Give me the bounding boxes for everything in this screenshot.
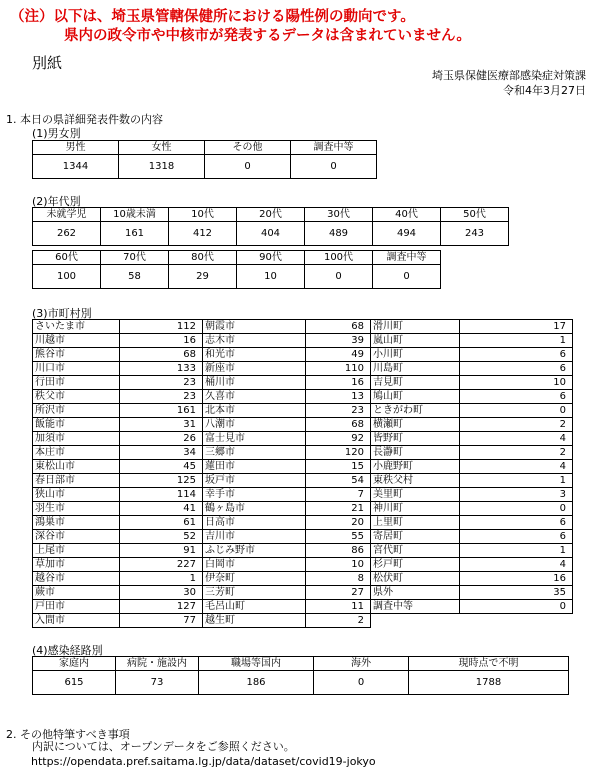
table-cell: 73 xyxy=(116,671,199,695)
municipality-count: 68 xyxy=(306,418,371,432)
table-header-row xyxy=(33,208,509,222)
municipality-count: 41 xyxy=(120,502,203,516)
municipality-count: 17 xyxy=(460,320,573,334)
municipality-name: ふじみ野市 xyxy=(203,544,306,558)
municipality-count: 68 xyxy=(120,348,203,362)
section-1-title: 1. 本日の県詳細発表件数の内容 xyxy=(6,113,163,126)
issue-date: 令和4年3月27日 xyxy=(503,84,586,97)
column-header: 職場等国内 xyxy=(199,657,314,671)
municipality-count: 4 xyxy=(460,460,573,474)
municipality-name: 鳩山町 xyxy=(371,390,460,404)
notice-line-1: （注）以下は、埼玉県管轄保健所における陽性例の動向です。 xyxy=(10,9,415,25)
municipality-count: 1 xyxy=(460,334,573,348)
municipality-name: 行田市 xyxy=(33,376,120,390)
age-section-title: (2)年代別 xyxy=(32,195,81,208)
municipality-name: 滑川町 xyxy=(371,320,460,334)
municipality-name: 本庄市 xyxy=(33,446,120,460)
municipality-count: 11 xyxy=(306,600,371,614)
municipality-count: 91 xyxy=(120,544,203,558)
open-data-link[interactable]: https://opendata.pref.saitama.lg.jp/data/dataset/covid19-jokyo xyxy=(31,755,376,768)
municipality-name: 横瀬町 xyxy=(371,418,460,432)
municipality-count: 26 xyxy=(120,432,203,446)
municipality-name: 毛呂山町 xyxy=(203,600,306,614)
municipality-count: 23 xyxy=(120,390,203,404)
table-row xyxy=(33,530,573,544)
municipality-name: 越生町 xyxy=(203,614,306,628)
table-row xyxy=(33,572,573,586)
municipality-count: 114 xyxy=(120,488,203,502)
municipality-name: 桶川市 xyxy=(203,376,306,390)
gender-section-title: (1)男女別 xyxy=(32,127,81,140)
municipality-name: 狭山市 xyxy=(33,488,120,502)
table-row xyxy=(33,222,509,246)
table-row xyxy=(33,558,573,572)
municipality-name: 加須市 xyxy=(33,432,120,446)
municipality-count: 4 xyxy=(460,432,573,446)
table-row xyxy=(33,460,573,474)
municipality-name: 朝霞市 xyxy=(203,320,306,334)
municipality-count: 3 xyxy=(460,488,573,502)
municipality-name: 和光市 xyxy=(203,348,306,362)
municipality-count: 54 xyxy=(306,474,371,488)
column-header: 30代 xyxy=(305,208,373,222)
municipality-name: 越谷市 xyxy=(33,572,120,586)
municipality-count: 8 xyxy=(306,572,371,586)
municipality-name: 坂戸市 xyxy=(203,474,306,488)
municipality-count: 16 xyxy=(306,376,371,390)
department-name: 埼玉県保健医療部感染症対策課 xyxy=(432,69,586,82)
municipality-count: 68 xyxy=(306,320,371,334)
municipality-name: 鶴ヶ島市 xyxy=(203,502,306,516)
municipality-name: 松伏町 xyxy=(371,572,460,586)
municipality-name: さいたま市 xyxy=(33,320,120,334)
table-cell: 100 xyxy=(33,265,101,289)
notice-line-2: 県内の政令市や中核市が発表するデータは含まれていません。 xyxy=(64,28,471,44)
municipality-count: 16 xyxy=(120,334,203,348)
municipality-name: 春日部市 xyxy=(33,474,120,488)
table-row xyxy=(33,600,573,614)
municipality-name: 戸田市 xyxy=(33,600,120,614)
municipality-name: 秩父市 xyxy=(33,390,120,404)
column-header: 海外 xyxy=(314,657,409,671)
table-cell: 0 xyxy=(373,265,441,289)
column-header: 病院・施設内 xyxy=(116,657,199,671)
table-row xyxy=(33,488,573,502)
column-header: 男性 xyxy=(33,141,119,155)
municipality-name: 蓮田市 xyxy=(203,460,306,474)
municipality-count: 61 xyxy=(120,516,203,530)
municipality-name: 志木市 xyxy=(203,334,306,348)
municipality-count: 161 xyxy=(120,404,203,418)
age-table-row-2 xyxy=(32,250,441,289)
attachment-label: 別紙 xyxy=(32,54,63,72)
table-cell: 494 xyxy=(373,222,441,246)
municipality-name: 上尾市 xyxy=(33,544,120,558)
table-cell: 615 xyxy=(33,671,116,695)
municipality-count: 227 xyxy=(120,558,203,572)
municipality-count: 2 xyxy=(306,614,371,628)
municipality-name: 蕨市 xyxy=(33,586,120,600)
gender-table xyxy=(32,140,377,179)
section-2-note: 内訳については、オープンデータをご参照ください。 xyxy=(32,740,295,753)
municipality-name: 川島町 xyxy=(371,362,460,376)
table-row xyxy=(33,348,573,362)
table-cell: 29 xyxy=(169,265,237,289)
section-2-title: 2. その他特筆すべき事項 xyxy=(6,728,130,741)
municipality-name: 寄居町 xyxy=(371,530,460,544)
municipality-name: 杉戸町 xyxy=(371,558,460,572)
table-row xyxy=(33,320,573,334)
municipality-name: 富士見市 xyxy=(203,432,306,446)
municipality-count: 13 xyxy=(306,390,371,404)
notice-banner xyxy=(10,8,595,46)
municipality-name: 嵐山町 xyxy=(371,334,460,348)
municipality-count: 6 xyxy=(460,516,573,530)
municipality-count: 0 xyxy=(460,404,573,418)
municipality-name: 羽生市 xyxy=(33,502,120,516)
municipality-name: 深谷市 xyxy=(33,530,120,544)
municipality-count: 133 xyxy=(120,362,203,376)
municipality-count: 1 xyxy=(460,544,573,558)
column-header: 100代 xyxy=(305,251,373,265)
column-header: 未就学児 xyxy=(33,208,101,222)
municipality-name: 小川町 xyxy=(371,348,460,362)
table-cell: 404 xyxy=(237,222,305,246)
municipality-name: 所沢市 xyxy=(33,404,120,418)
municipality-name: 宮代町 xyxy=(371,544,460,558)
municipality-count: 0 xyxy=(460,502,573,516)
municipality-name: 三芳町 xyxy=(203,586,306,600)
column-header: 80代 xyxy=(169,251,237,265)
municipality-name: ときがわ町 xyxy=(371,404,460,418)
table-cell: 1344 xyxy=(33,155,119,179)
municipality-count: 23 xyxy=(306,404,371,418)
municipality-name: 日高市 xyxy=(203,516,306,530)
table-row xyxy=(33,502,573,516)
municipality-name: 新座市 xyxy=(203,362,306,376)
table-row xyxy=(33,432,573,446)
municipality-count: 7 xyxy=(306,488,371,502)
table-row xyxy=(33,376,573,390)
table-row xyxy=(33,362,573,376)
municipality-count: 1 xyxy=(460,474,573,488)
table-cell: 186 xyxy=(199,671,314,695)
municipality-count: 39 xyxy=(306,334,371,348)
municipality-count: 77 xyxy=(120,614,203,628)
municipality-name: 東松山市 xyxy=(33,460,120,474)
column-header: 50代 xyxy=(441,208,509,222)
table-row xyxy=(33,586,573,600)
municipality-name: 北本市 xyxy=(203,404,306,418)
column-header: 10代 xyxy=(169,208,237,222)
municipality-count: 120 xyxy=(306,446,371,460)
column-header: 20代 xyxy=(237,208,305,222)
municipality-count: 21 xyxy=(306,502,371,516)
table-row xyxy=(33,418,573,432)
column-header: 調査中等 xyxy=(291,141,377,155)
municipality-count: 10 xyxy=(306,558,371,572)
municipality-count: 2 xyxy=(460,418,573,432)
municipality-name: 草加市 xyxy=(33,558,120,572)
table-cell: 0 xyxy=(291,155,377,179)
municipality-count: 55 xyxy=(306,530,371,544)
route-table xyxy=(32,656,569,695)
table-row xyxy=(33,390,573,404)
column-header: 10歳未満 xyxy=(101,208,169,222)
municipality-count: 49 xyxy=(306,348,371,362)
municipality-count: 125 xyxy=(120,474,203,488)
municipality-name: 調査中等 xyxy=(371,600,460,614)
column-header: 40代 xyxy=(373,208,441,222)
table-cell: 10 xyxy=(237,265,305,289)
table-cell: 489 xyxy=(305,222,373,246)
route-section-title: (4)感染経路別 xyxy=(32,644,103,657)
municipality-name: 吉見町 xyxy=(371,376,460,390)
table-header-row xyxy=(33,657,569,671)
municipality-count: 27 xyxy=(306,586,371,600)
column-header: 女性 xyxy=(119,141,205,155)
municipality-name: 鴻巣市 xyxy=(33,516,120,530)
municipality-name: 神川町 xyxy=(371,502,460,516)
municipality-name: 美里町 xyxy=(371,488,460,502)
municipality-name: 県外 xyxy=(371,586,460,600)
column-header: 90代 xyxy=(237,251,305,265)
municipality-name: 長瀞町 xyxy=(371,446,460,460)
municipality-name: 川口市 xyxy=(33,362,120,376)
municipality-name: 川越市 xyxy=(33,334,120,348)
municipality-name: 伊奈町 xyxy=(203,572,306,586)
table-cell: 243 xyxy=(441,222,509,246)
municipality-name: 幸手市 xyxy=(203,488,306,502)
table-row xyxy=(33,614,573,628)
municipality-name: 入間市 xyxy=(33,614,120,628)
municipality-count: 6 xyxy=(460,390,573,404)
municipality-name: 吉川市 xyxy=(203,530,306,544)
table-cell: 0 xyxy=(205,155,291,179)
municipality-count: 20 xyxy=(306,516,371,530)
column-header: 60代 xyxy=(33,251,101,265)
municipality-table xyxy=(32,319,573,628)
table-row xyxy=(33,516,573,530)
table-header-row xyxy=(33,251,441,265)
table-row xyxy=(33,544,573,558)
municipality-name: 久喜市 xyxy=(203,390,306,404)
municipality-name: 熊谷市 xyxy=(33,348,120,362)
column-header: 70代 xyxy=(101,251,169,265)
municipality-name: 皆野町 xyxy=(371,432,460,446)
table-row xyxy=(33,265,441,289)
table-cell: 412 xyxy=(169,222,237,246)
municipality-count: 0 xyxy=(460,600,573,614)
municipality-count: 4 xyxy=(460,558,573,572)
table-cell: 58 xyxy=(101,265,169,289)
municipality-name: 飯能市 xyxy=(33,418,120,432)
table-row xyxy=(33,671,569,695)
table-cell: 161 xyxy=(101,222,169,246)
municipality-count: 31 xyxy=(120,418,203,432)
municipality-count: 35 xyxy=(460,586,573,600)
municipality-count: 30 xyxy=(120,586,203,600)
municipality-count: 10 xyxy=(460,376,573,390)
municipality-count: 110 xyxy=(306,362,371,376)
municipality-count: 92 xyxy=(306,432,371,446)
municipality-count: 1 xyxy=(120,572,203,586)
table-row xyxy=(33,155,377,179)
column-header: 現時点で不明 xyxy=(409,657,569,671)
municipality-count: 86 xyxy=(306,544,371,558)
municipality-name: 小鹿野町 xyxy=(371,460,460,474)
municipality-count: 112 xyxy=(120,320,203,334)
municipality-count: 16 xyxy=(460,572,573,586)
municipality-name: 上里町 xyxy=(371,516,460,530)
table-cell: 0 xyxy=(305,265,373,289)
municipality-count: 45 xyxy=(120,460,203,474)
municipality-name: 白岡市 xyxy=(203,558,306,572)
table-cell: 0 xyxy=(314,671,409,695)
municipality-count: 2 xyxy=(460,446,573,460)
column-header: 調査中等 xyxy=(373,251,441,265)
municipality-count: 6 xyxy=(460,348,573,362)
municipality-name: 東秩父村 xyxy=(371,474,460,488)
table-cell: 262 xyxy=(33,222,101,246)
municipality-count: 6 xyxy=(460,530,573,544)
municipality-count: 6 xyxy=(460,362,573,376)
municipality-count: 34 xyxy=(120,446,203,460)
municipality-count: 52 xyxy=(120,530,203,544)
column-header: 家庭内 xyxy=(33,657,116,671)
municipality-count: 23 xyxy=(120,376,203,390)
table-row xyxy=(33,446,573,460)
municipality-name: 八潮市 xyxy=(203,418,306,432)
municipality-count: 127 xyxy=(120,600,203,614)
table-row xyxy=(33,474,573,488)
age-table-row-1 xyxy=(32,207,509,246)
table-cell: 1788 xyxy=(409,671,569,695)
municipality-count: 15 xyxy=(306,460,371,474)
table-row xyxy=(33,334,573,348)
table-header-row xyxy=(33,141,377,155)
column-header: その他 xyxy=(205,141,291,155)
table-cell: 1318 xyxy=(119,155,205,179)
table-row xyxy=(33,404,573,418)
municipality-name: 三郷市 xyxy=(203,446,306,460)
issuer-block xyxy=(432,68,586,98)
municipality-section-title: (3)市町村別 xyxy=(32,307,92,320)
